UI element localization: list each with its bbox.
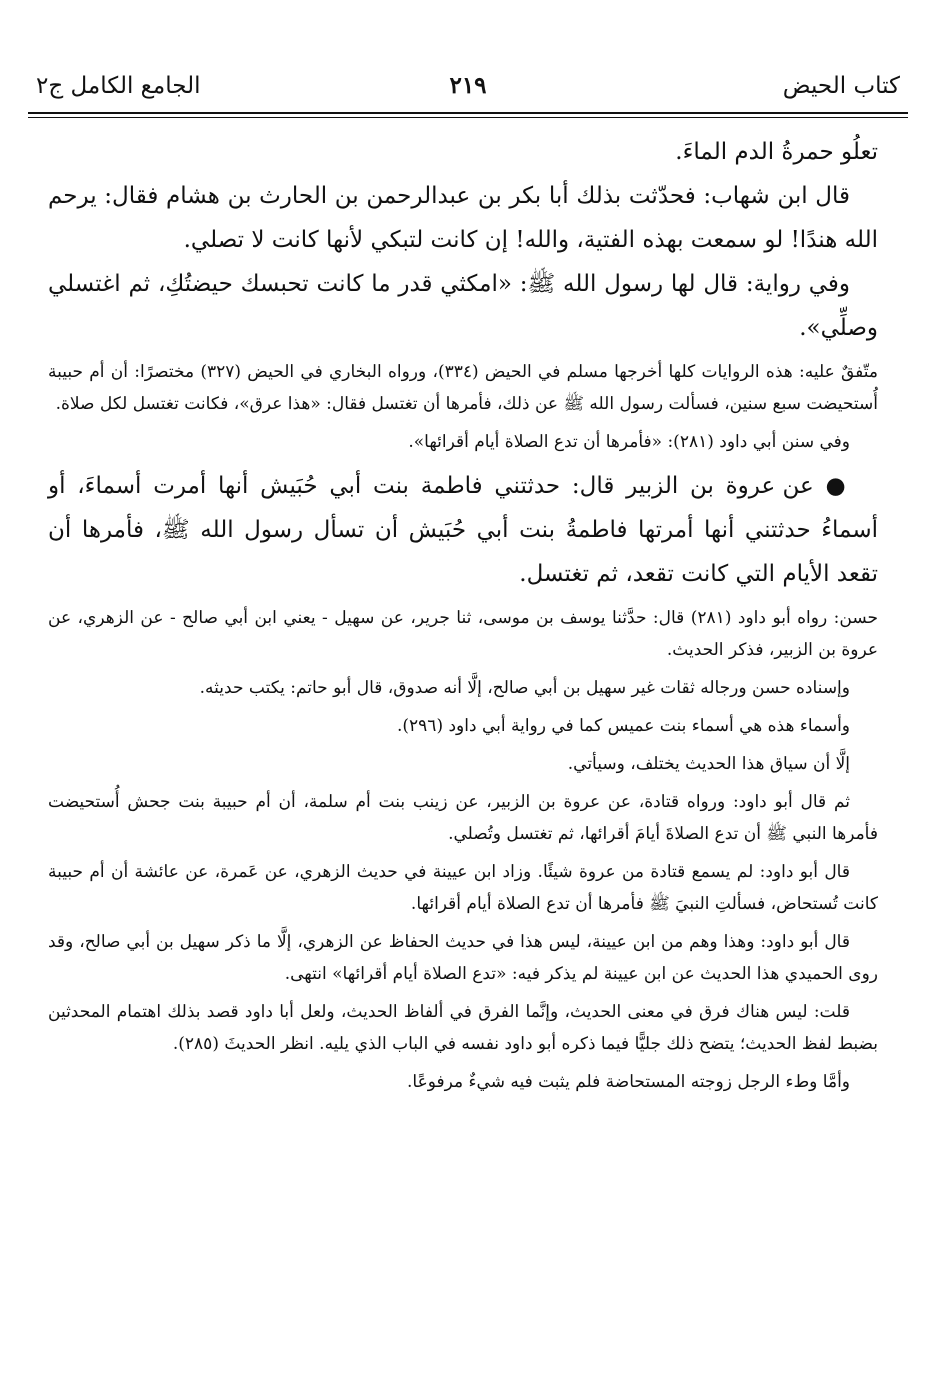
takhrij-sunan: وفي سنن أبي داود (٢٨١): «فأمرها أن تدع الصلاة أيام أقرائها». [408,432,850,452]
note-ibn-uyayna: قال أبو داود: لم يسمع قتادة من عروة شيئًا. وزاد ابن عيينة في حديث الزهري، عن عَمرة، عن عائشة أن أم حبيبة كانت تُستحاض، فسألتِ النبيَ ﷺ فأمرها أن تدع الصلاة أيام أقرائها. [48,862,878,914]
takhrij-hasan: حسن: رواه أبو داود (٢٨١) قال: حدَّثنا يوسف بن موسى، ثنا جرير، عن سهيل - يعني ابن أبي صالح - عن الزهري، عن عروة بن الزبير، فذكر الحديث. [48,608,878,660]
takhrij-muttafaq: متّفقٌ عليه: هذه الروايات كلها أخرجها مسلم في الحيض (٣٣٤)، ورواه البخاري في الحيض (٣٢٧) مختصرًا: أن أم حبيبة أُستحيضت سبع سنين، فسألت رسول الله ﷺ عن ذلك، فأمرها أن تغتسل فقال: «هذا عرق»، فكانت تغتسل لكل صلاة. [48,362,879,414]
hadith-urwa [48,464,878,596]
page-body [48,130,878,1098]
hadith-bullet: ● [825,472,850,499]
chapter-title: كتاب الحيض [782,73,900,99]
header-rule-thin [28,117,908,118]
hadith-urwa-text: عن عروة بن الزبير قال: حدثتني فاطمة بنت أبي حُبَيش أنها أمرت أسماءَ، أو أسماءُ حدثتني أنها أمرتها فاطمةُ بنت أبي حُبَيش أن تسأل رسول الله ﷺ، فأمرها أن تقعد الأيام التي كانت تقعد، ثم تغتسل. [48,473,878,587]
note-qultu: قلت: ليس هناك فرق في معنى الحديث، وإنَّما الفرق في ألفاظ الحديث، ولعل أبا داود قصد بذلك اهتمام المحدثين بضبط لفظ الحديث؛ يتضح ذلك جليًّا فيما ذكره أبو داود نفسه في الباب الذي يليه. انظر الحديثَ (٢٨٥). [48,1002,878,1054]
note-isnad: وإسناده حسن ورجاله ثقات غير سهيل بن أبي صالح، إلَّا أنه صدوق، قال أبو حاتم: يكتب حديثه. [199,678,850,698]
note-abu-dawud-qatada: ثم قال أبو داود: ورواه قتادة، عن عروة بن الزبير، عن زينب بنت أم سلمة، أن أم حبيبة بنت جحش أُستحيضت فأمرها النبي ﷺ أن تدع الصلاةَ أيامَ أقرائها، ثم تغتسل وتُصلي. [48,792,878,844]
page-number: ٢١٩ [449,72,487,99]
note-siyaq: إلَّا أن سياق هذا الحديث يختلف، وسيأتي. [567,754,850,774]
note-wat: وأمَّا وطء الرجل زوجته المستحاضة فلم يثبت فيه شيءٌ مرفوعًا. [407,1072,850,1092]
paragraph-hadith-end: تعلُو حمرةُ الدم الماءَ. [675,139,878,165]
header-rule [28,112,908,114]
book-title: الجامع الكامل ج٢ [36,73,201,99]
paragraph-riwaya: وفي رواية: قال لها رسول الله ﷺ: «امكثي قدر ما كانت تحبسك حيضتُكِ، ثم اغتسلي وصلِّي». [48,271,878,341]
note-asma: وأسماء هذه هي أسماء بنت عميس كما في رواية أبي داود (٢٩٦). [396,716,850,736]
paragraph-ibn-shihab: قال ابن شهاب: فحدّثت بذلك أبا بكر بن عبدالرحمن بن الحارث بن هشام فقال: يرحم الله هندًا! لو سمعت بهذه الفتية، والله! إن كانت لتبكي لأنها كانت لا تصلي. [48,183,878,253]
note-wahm: قال أبو داود: وهذا وهم من ابن عيينة، ليس هذا في حديث الحفاظ عن الزهري، إلَّا ما ذكر سهيل بن أبي صالح، وقد روى الحميدي هذا الحديث عن ابن عيينة لم يذكر فيه: «تدع الصلاة أيام أقرائها» انتهى. [48,932,878,984]
page-header [28,66,908,106]
